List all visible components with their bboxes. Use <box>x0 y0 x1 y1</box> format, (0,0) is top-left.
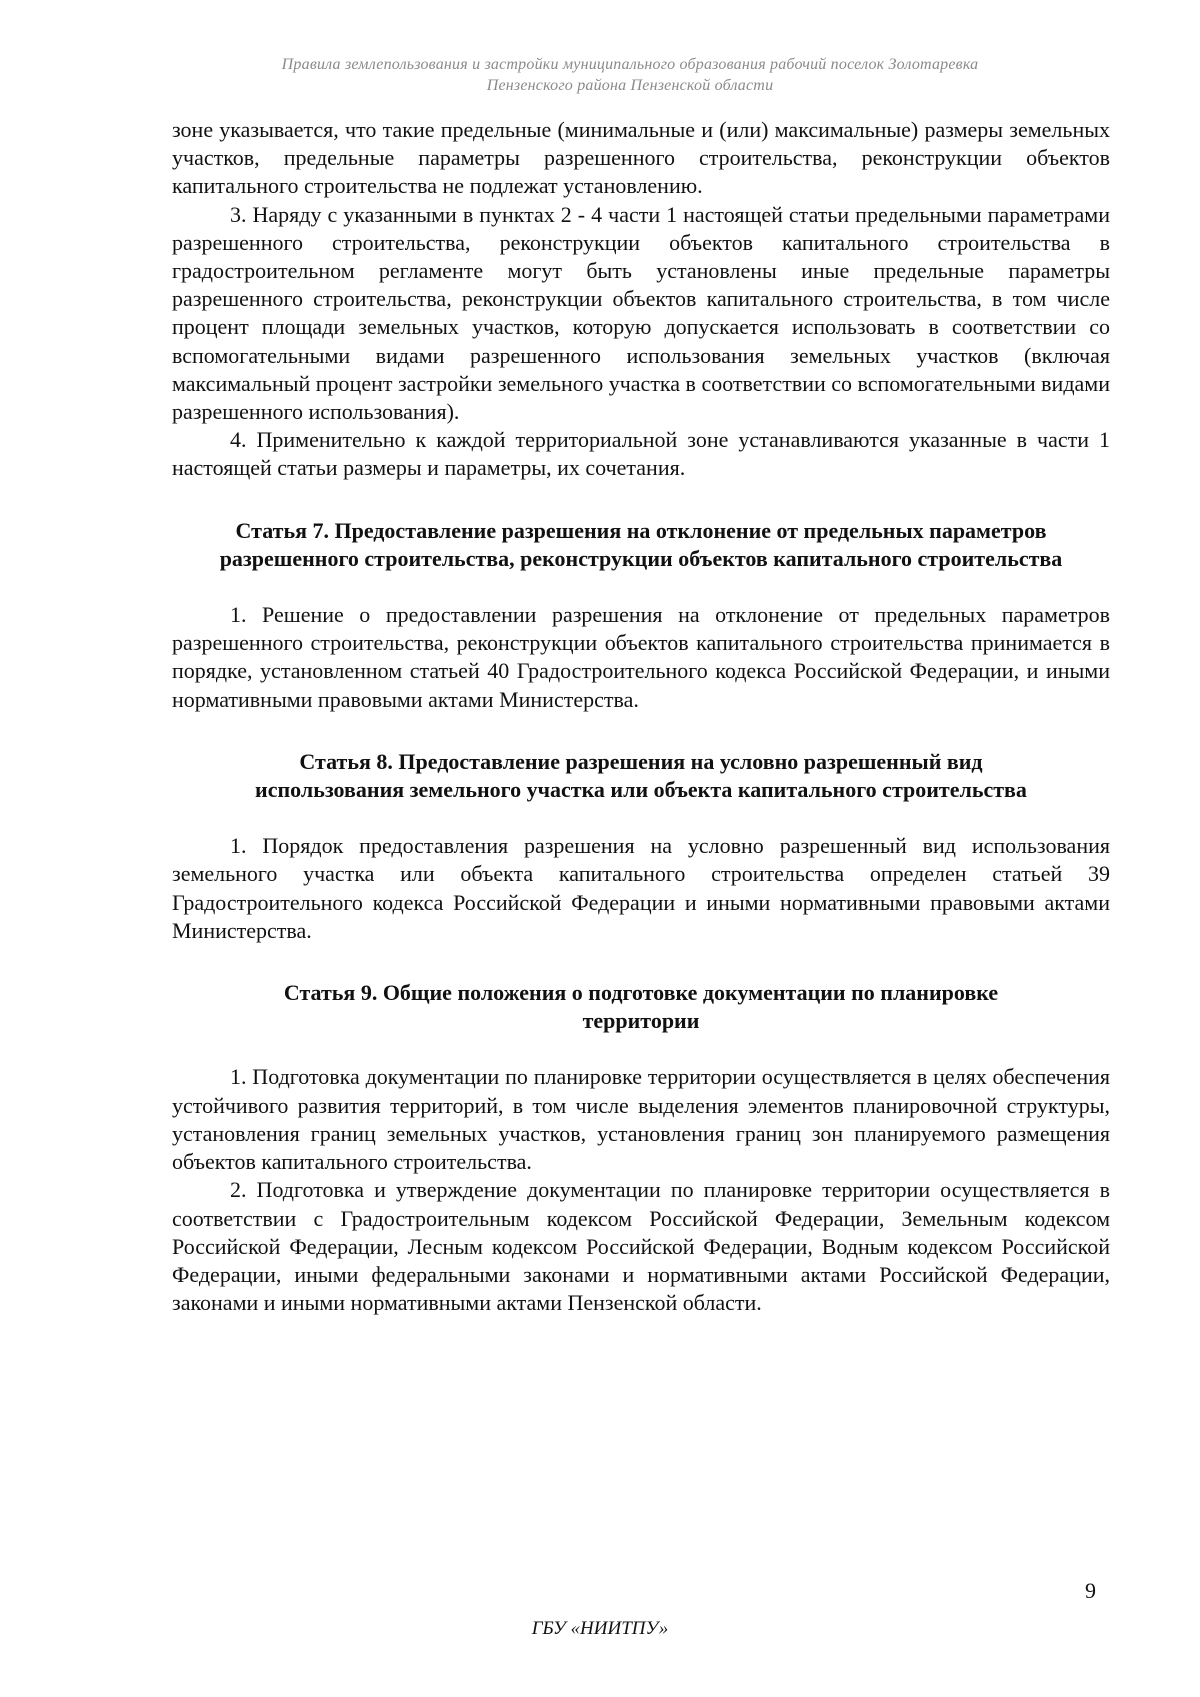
article-7-paragraph-1: 1. Решение о предоставлении разрешения на отклонение от предельных параметров разрешенного строительства, реконструкции объектов капитального строительства принимается в порядке, установленном статьей 40 Градостроительного кодекса Российской Федерации, и иными нормативными правовыми актами Министерства. <box>172 602 1110 712</box>
article-8-paragraph-1: 1. Порядок предоставления разрешения на условно разрешенный вид использования земельного участка или объекта капитального строительства определен статьей 39 Градостроительного кодекса Российской Федерации и иными нормативными правовыми актами Министерства. <box>172 833 1110 943</box>
article-9-paragraph-1: 1. Подготовка документации по планировке территории осуществляется в целях обеспечения устойчивого развития территорий, в том числе выделения элементов планировочной структуры, установления границ земельных участков, установления границ зон планируемого размещения объектов капитального строительства. <box>172 1064 1110 1175</box>
running-header-line-2: Пензенского района Пензенской области <box>486 77 774 94</box>
article-9-paragraph-2: 2. Подготовка и утверждение документации по планировке территории осуществляется в соответствии с Градостроительным кодексом Российской Федерации, Земельным кодексом Российской Федерации, Лесным кодексом Российской Федерации, Водным кодексом Российской Федерации, иными федеральными законами и нормативными актами Российской Федерации, законами и иными нормативными актами Пензенской области. <box>172 1177 1110 1316</box>
article-7-heading <box>172 517 1110 573</box>
paragraph-item-4: 4. Применительно к каждой территориальной зоне устанавливаются указанные в части 1 настоящей статьи размеры и параметры, их сочетания. <box>172 427 1110 481</box>
article-8-heading <box>172 748 1110 804</box>
article-9-heading-line-2: территории <box>582 1008 700 1034</box>
article-7-heading-line-1: Статья 7. Предоставление разрешения на отклонение от предельных параметров <box>235 517 1047 543</box>
article-7-heading-line-2: разрешенного строительства, реконструкции объектов капитального строительства <box>219 545 1063 571</box>
article-9-heading <box>172 979 1110 1035</box>
article-8-heading-line-1: Статья 8. Предоставление разрешения на условно разрешенный вид <box>299 748 983 774</box>
running-header <box>180 54 1080 96</box>
running-footer: ГБУ «НИИТПУ» <box>531 1618 669 1639</box>
running-header-line-1: Правила землепользования и застройки муниципального образования рабочий поселок Золотаревка <box>281 56 979 73</box>
paragraph-continuation: зоне указывается, что такие предельные (минимальные и (или) максимальные) размеры земельных участков, предельные параметры разрешенного строительства, реконструкции объектов капитального строительства не подлежат установлению. <box>172 117 1110 199</box>
article-8-heading-line-2: использования земельного участка или объекта капитального строительства <box>255 777 1027 803</box>
paragraph-item-3: 3. Наряду с указанными в пунктах 2 - 4 части 1 настоящей статьи предельными параметрами разрешенного строительства, реконструкции объектов капитального строительства в градостроительном регламенте могут быть установлены иные предельные параметры разрешенного строительства, реконструкции объектов капитального строительства, в том числе процент площади земельных участков, которую допускается использовать в соответствии со вспомогательными видами разрешенного использования земельных участков (включая максимальный процент застройки земельного участка в соответствии со вспомогательными видами разрешенного использования). <box>172 201 1110 425</box>
article-9-heading-line-1: Статья 9. Общие положения о подготовке документации по планировке <box>283 980 999 1006</box>
page-number: 9 <box>1085 1578 1096 1603</box>
document-body <box>172 116 1110 1317</box>
